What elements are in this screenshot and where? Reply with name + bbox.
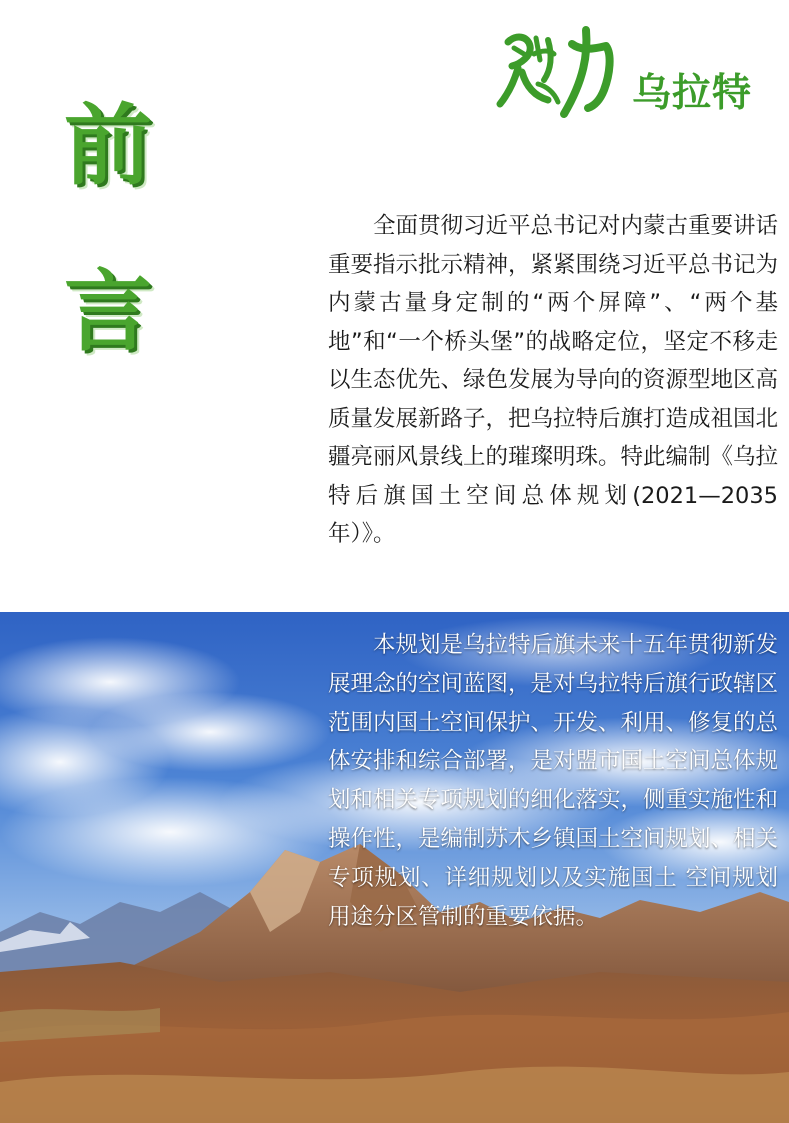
plan-paragraph: 本规划是乌拉特后旗未来十五年贯彻新发展理念的空间蓝图，是对乌拉特后旗行政辖区范围内国土空间保护、开发、利用、修复的总体安排和综合部署，是对盟市国土空间总体规划和相关专项规划的细化落实，侧重实施性和操作性，是编制苏木乡镇国土空间规划、相关专项规划、详细规划以及实施国土 空间规划用途分区管制的重要依据。: [328, 632, 779, 930]
logo-text: 乌拉特: [632, 71, 753, 116]
logo: [494, 24, 776, 124]
logo-calligraphy-mark: [494, 24, 634, 124]
intro-paragraph: 全面贯彻习近平总书记对内蒙古重要讲话重要指示批示精神，紧紧围绕习近平总书记为内蒙古量身定制的“两个屏障”、“两个基地”和“一个桥头堡”的战略定位，坚定不移走以生态优先、绿色发展为导向的资源型地区高质量发展新路子，把乌拉特后旗打造成祖国北疆亮丽风景线上的璀璨明珠。特此编制《乌拉特后旗国土空间总体规划(2021—2035年）》。: [328, 213, 779, 547]
title-char-yan: 言: [64, 260, 153, 363]
title-char-qian: 前: [64, 94, 153, 197]
